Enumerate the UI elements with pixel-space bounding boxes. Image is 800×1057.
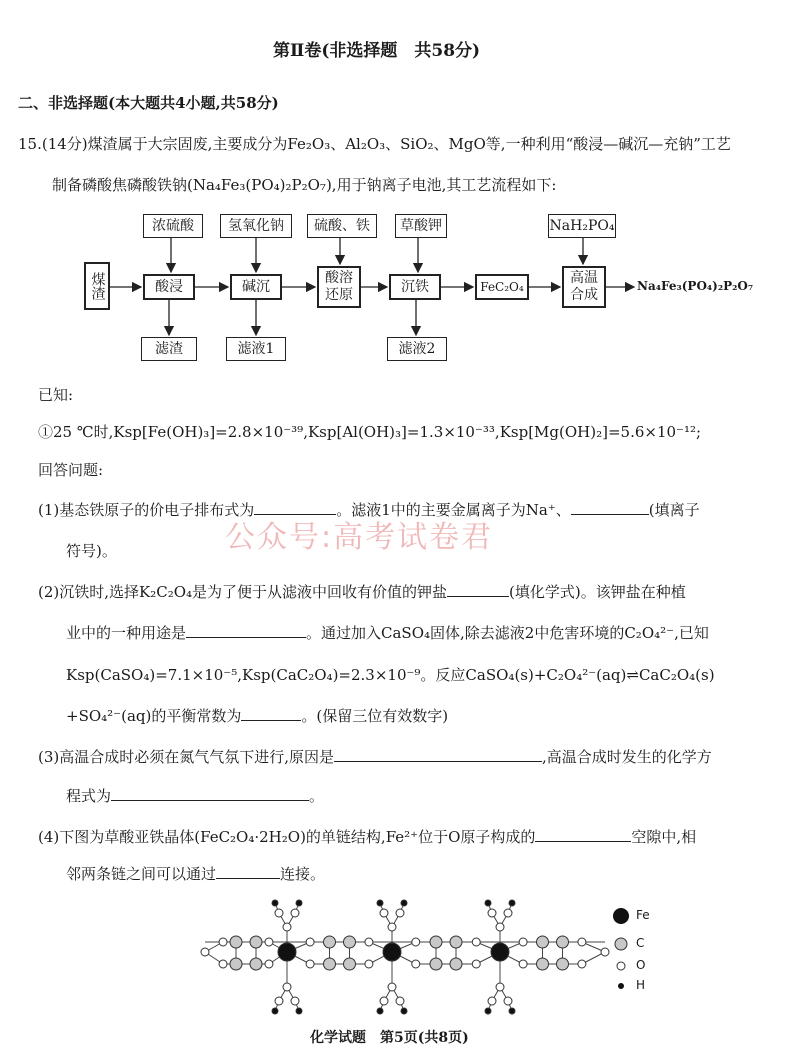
oxygen-atom bbox=[519, 938, 527, 946]
iron-atom bbox=[383, 943, 401, 961]
iron-atom bbox=[278, 943, 296, 961]
page-title: 第Ⅱ卷(非选择题 共58分) bbox=[273, 41, 481, 61]
oxygen-atom bbox=[265, 960, 273, 968]
part3-line1: (3)高温合成时必须在氮气气氛下进行,原因是 ,高温合成时发生的化学方 bbox=[38, 748, 712, 766]
known-label: 已知: bbox=[38, 386, 74, 404]
part2-line4: +SO₄²⁻(aq)的平衡常数为 。(保留三位有效数字) bbox=[66, 707, 449, 725]
page-footer: 化学试题 第5页(共8页) bbox=[310, 1030, 469, 1046]
chain-structure-diagram bbox=[195, 895, 615, 1020]
step-box-6: 高温合成 bbox=[562, 266, 606, 308]
part4-line2: 邻两条链之间可以通过 连接。 bbox=[66, 865, 326, 883]
chain-atoms bbox=[201, 900, 609, 1014]
answer-blank-9[interactable] bbox=[216, 864, 280, 879]
hydrogen-atom bbox=[296, 900, 302, 906]
carbon-atom bbox=[230, 958, 242, 970]
legend-o: O bbox=[636, 958, 646, 972]
legend-h: H bbox=[636, 978, 646, 992]
step-box-4: 沉铁 bbox=[389, 274, 441, 300]
hydrogen-atom bbox=[485, 1008, 491, 1014]
legend-c: C bbox=[636, 936, 645, 950]
iron-atom bbox=[491, 943, 509, 961]
oxygen-atom bbox=[488, 909, 496, 917]
oxygen-atom bbox=[412, 938, 420, 946]
oxygen-atom bbox=[578, 960, 586, 968]
oxygen-atom bbox=[306, 960, 314, 968]
hydrogen-atom bbox=[377, 900, 383, 906]
part2-line3: Ksp(CaSO₄)=7.1×10⁻⁵,Ksp(CaC₂O₄)=2.3×10⁻⁹。反应CaSO₄(s)+C₂O₄²⁻(aq)⇌CaC₂O₄(s) bbox=[66, 666, 715, 684]
question-intro-line2: 制备磷酸焦磷酸铁钠(Na₄Fe₃(PO₄)₂P₂O₇),用于钠离子电池,其工艺流程如下: bbox=[52, 176, 557, 194]
oxygen-atom bbox=[275, 997, 283, 1005]
oxygen-atom bbox=[388, 923, 396, 931]
oxygen-atom bbox=[283, 923, 291, 931]
hydrogen-atom bbox=[272, 900, 278, 906]
carbon-atom bbox=[450, 936, 462, 948]
reagent-box-1: 浓硫酸 bbox=[143, 214, 203, 238]
oxygen-atom bbox=[365, 938, 373, 946]
part2-line2: 业中的一种用途是 。通过加入CaSO₄固体,除去滤液2中危害环境的C₂O₄²⁻,已知 bbox=[66, 624, 709, 642]
oxygen-atom bbox=[472, 960, 480, 968]
known-1: ①25 ℃时,Ksp[Fe(OH)₃]=2.8×10⁻³⁹,Ksp[Al(OH)₃]=1.3×10⁻³³,Ksp[Mg(OH)₂]=5.6×10⁻¹²; bbox=[38, 423, 702, 441]
hydrogen-atom bbox=[401, 1008, 407, 1014]
answer-blank-4[interactable] bbox=[186, 623, 306, 638]
oxygen-atom bbox=[601, 948, 609, 956]
carbon-atom bbox=[250, 958, 262, 970]
carbon-atom bbox=[430, 958, 442, 970]
hydrogen-atom bbox=[377, 1008, 383, 1014]
carbon-atom bbox=[450, 958, 462, 970]
oxygen-atom bbox=[396, 997, 404, 1005]
oxygen-atom bbox=[504, 997, 512, 1005]
oxygen-atom bbox=[365, 960, 373, 968]
start-box: 煤渣 bbox=[84, 262, 110, 310]
oxygen-atom bbox=[488, 997, 496, 1005]
part1-line2: 符号)。 bbox=[66, 542, 117, 560]
reagent-box-4: 草酸钾 bbox=[395, 214, 447, 238]
step-box-5: FeC₂O₄ bbox=[475, 274, 529, 300]
part4-line1: (4)下图为草酸亚铁晶体(FeC₂O₄·2H₂O)的单链结构,Fe²⁺位于O原子构成的 空隙中,相 bbox=[38, 828, 697, 846]
oxygen-atom bbox=[291, 997, 299, 1005]
carbon-atom bbox=[344, 936, 356, 948]
oxygen-atom bbox=[519, 960, 527, 968]
carbon-atom bbox=[557, 936, 569, 948]
carbon-atom bbox=[557, 958, 569, 970]
part3-line2: 程式为 。 bbox=[66, 787, 325, 805]
oxygen-atom bbox=[396, 909, 404, 917]
step-box-1: 酸浸 bbox=[143, 274, 195, 300]
oxygen-atom bbox=[578, 938, 586, 946]
reagent-box-5: NaH₂PO₄ bbox=[548, 214, 616, 238]
product-label: Na₄Fe₃(PO₄)₂P₂O₇ bbox=[637, 279, 754, 293]
carbon-atom bbox=[324, 958, 336, 970]
answer-blank-2[interactable] bbox=[571, 500, 649, 515]
reagent-box-3: 硫酸、铁 bbox=[307, 214, 377, 238]
carbon-atom bbox=[537, 958, 549, 970]
carbon-atom bbox=[430, 936, 442, 948]
answer-label: 回答问题: bbox=[38, 461, 104, 479]
part1-line1: (1)基态铁原子的价电子排布式为 。滤液1中的主要金属离子为Na⁺、 (填离子 bbox=[38, 501, 700, 519]
oxygen-atom bbox=[219, 938, 227, 946]
oxygen-atom bbox=[283, 983, 291, 991]
answer-blank-7[interactable] bbox=[111, 786, 309, 801]
oxygen-atom bbox=[291, 909, 299, 917]
oxygen-atom bbox=[496, 923, 504, 931]
section-heading: 二、非选择题(本大题共4小题,共58分) bbox=[18, 94, 279, 112]
step-box-2: 碱沉 bbox=[230, 274, 282, 300]
oxygen-atom bbox=[265, 938, 273, 946]
waste-box-2: 滤液1 bbox=[226, 337, 286, 361]
answer-blank-5[interactable] bbox=[241, 706, 301, 721]
hydrogen-atom bbox=[296, 1008, 302, 1014]
step-box-3: 酸溶还原 bbox=[317, 266, 361, 308]
oxygen-atom bbox=[412, 960, 420, 968]
oxygen-atom bbox=[472, 938, 480, 946]
oxygen-atom bbox=[219, 960, 227, 968]
answer-blank-6[interactable] bbox=[334, 747, 542, 762]
answer-blank-3[interactable] bbox=[447, 582, 509, 597]
question-intro-line1: 15.(14分)煤渣属于大宗固废,主要成分为Fe₂O₃、Al₂O₃、SiO₂、MgO等,一种利用“酸浸—碱沉—充钠”工艺 bbox=[18, 135, 731, 153]
oxygen-atom bbox=[306, 938, 314, 946]
legend-fe: Fe bbox=[636, 908, 650, 922]
waste-box-1: 滤渣 bbox=[141, 337, 197, 361]
oxygen-atom bbox=[380, 909, 388, 917]
hydrogen-atom bbox=[401, 900, 407, 906]
hydrogen-atom bbox=[485, 900, 491, 906]
reagent-box-2: 氢氧化钠 bbox=[220, 214, 292, 238]
oxygen-atom bbox=[275, 909, 283, 917]
watermark: 公众号:高考试卷君 bbox=[225, 520, 494, 555]
carbon-atom bbox=[537, 936, 549, 948]
answer-blank-8[interactable] bbox=[535, 827, 631, 842]
carbon-atom bbox=[344, 958, 356, 970]
oxygen-atom bbox=[388, 983, 396, 991]
carbon-atom bbox=[230, 936, 242, 948]
oxygen-atom bbox=[504, 909, 512, 917]
hydrogen-atom bbox=[509, 1008, 515, 1014]
carbon-atom bbox=[250, 936, 262, 948]
oxygen-atom bbox=[496, 983, 504, 991]
waste-box-3: 滤液2 bbox=[387, 337, 447, 361]
flowchart-arrows bbox=[0, 0, 800, 400]
part2-line1: (2)沉铁时,选择K₂C₂O₄是为了便于从滤液中回收有价值的钾盐 (填化学式)。该钾盐在种植 bbox=[38, 583, 686, 601]
hydrogen-atom bbox=[272, 1008, 278, 1014]
hydrogen-atom bbox=[509, 900, 515, 906]
oxygen-atom bbox=[201, 948, 209, 956]
oxygen-atom bbox=[380, 997, 388, 1005]
carbon-atom bbox=[324, 936, 336, 948]
